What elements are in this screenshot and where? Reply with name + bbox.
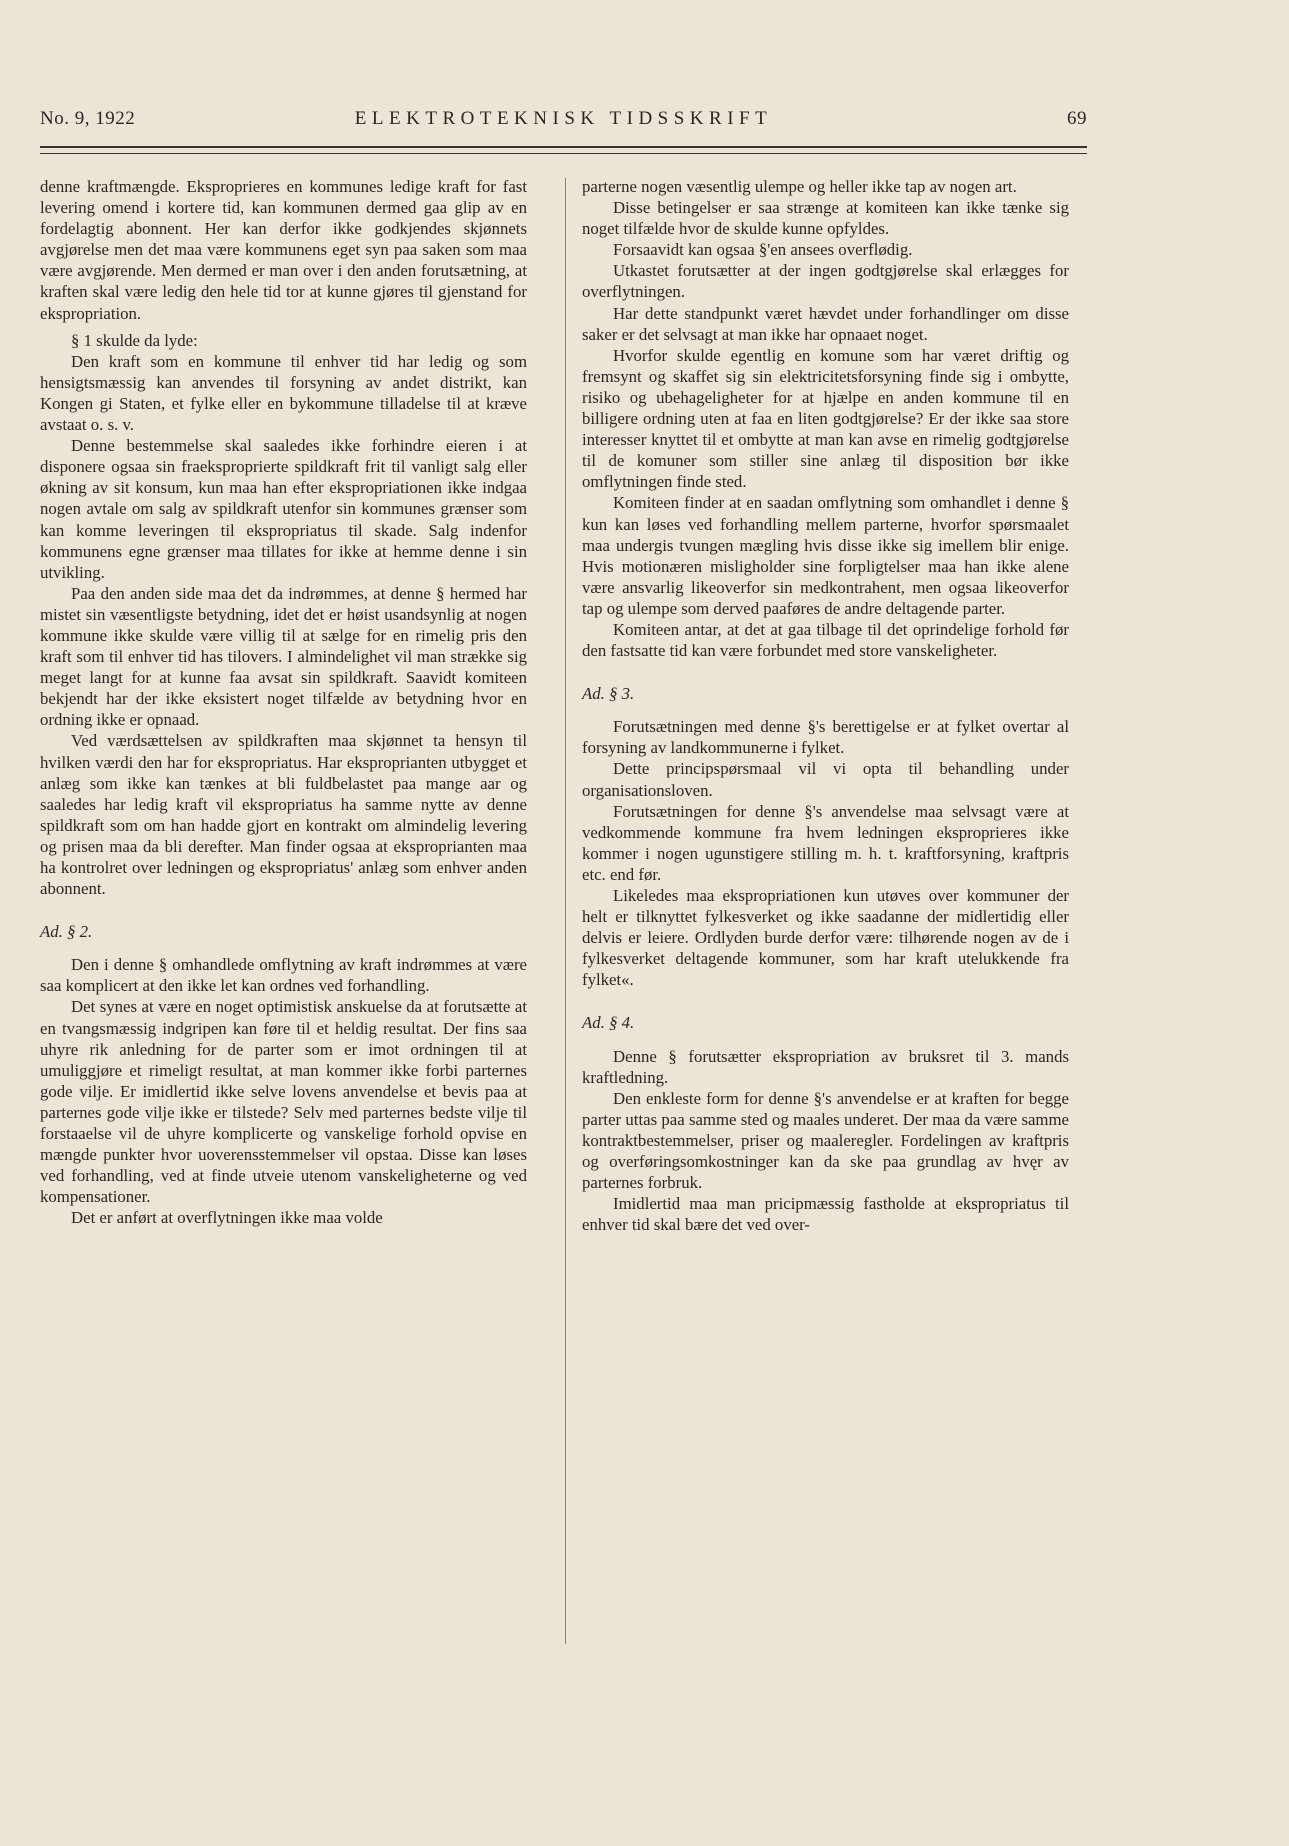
paragraph: parterne nogen væsentlig ulempe og heller ikke tap av nogen art. [582,177,1017,196]
column-divider [565,178,566,1644]
issue-number: No. 9, 1922 [40,108,136,129]
section-heading: Ad. § 3. [582,684,635,704]
paragraph: Forsaavidt kan ogsaa §'en ansees overflødig. [613,240,913,260]
paragraph: Dette principspørsmaal vil vi opta til behandling under organisationsloven. [582,759,1069,800]
right-column [582,176,1069,1235]
paragraph: Komiteen finder at en saadan omflytning som omhandlet i denne § kun kan løses ved forhandling mellem parterne, hvorfor spørsmaalet maa undergis tvungen mægling hvis disse ikke sig imellem blir enige. Hvis motionæren misligholder sine forpligtelser maa han ikke alene være ansvarlig likeoverfor sin medkontrahent, men ogsaa likeoverfor tap og ulempe som derved paaføres de andre deltagende parter. [582,493,1069,618]
page-number: 69 [1067,108,1087,129]
paragraph: Forutsætningen for denne §'s anvendelse maa selvsagt være at vedkommende kommune fra hvem ledningen eksproprieres ikke kommer i nogen ugunstigere stilling m. h. t. kraftforsyning, kraftpris etc. end før. [582,801,1069,884]
paragraph: Komiteen antar, at det at gaa tilbage til det oprindelige forhold før den fastsatte tid kan være forbundet med store vanskeligheter. [582,619,1069,661]
paragraph: Ved værdsættelsen av spildkraften maa skjønnet ta hensyn til hvilken værdi den har for ekspropriatus. Har eksproprianten utbygget et anlæg som ikke kan tænkes at bli fuldbelastet paa mange aar og saaledes har ledig kraft vil ekspropriatus ha samme nytte av denne spildkraft som om han hadde gjort en kontrakt om almindelig levering og prisen maa da bli derefter. Man finder ogsaa at eksproprianten maa ha kontrolret over ledningen og ekspropriatus' anlæg som enhver anden abonnent. [40,731,527,899]
paragraph: Den i denne § omhandlede omflytning av kraft indrømmes at være saa komplicert at den ikke let kan ordnes ved forhandling. [40,955,527,996]
journal-title: ELEKTROTEKNISK TIDSSKRIFT [354,108,773,129]
paragraph: Den enkleste form for denne §'s anvendelse er at kraften for begge parter uttas paa samme sted og maales underet. Der maa da være samme kontraktbestemmelser, priser og maaleregler. Fordelingen av kraftpris og overføringsomkostninger kan da ske paa grundlag av hvęr av parternes forbruk. [582,1088,1069,1193]
left-column [40,176,527,1229]
header-rule [40,146,1087,154]
paragraph: Forutsætningen med denne §'s berettigelse er at fylket overtar al forsyning av landkommunerne i fylket. [582,717,1069,758]
paragraph: § 1 skulde da lyde: [71,330,198,350]
paragraph: denne kraftmængde. Eksproprieres en kommunes ledige kraft for fast levering omend i kortere tid, kan kommunen dermed gaa glip av en fordelagtig abonnent. Her kan derfor ikke godkjendes skjønnets avgjørelse men det maa være kommunens eget syn paa saken som maa være avgjørende. Men dermed er man over i den anden forutsætning, at kraften skal være ledig den hele tid tor at kunne gjøres til gjenstand for ekspropriation. [40,177,527,323]
paragraph: Denne § forutsætter ekspropriation av bruksret til 3. mands kraftledning. [582,1046,1069,1087]
paragraph: Disse betingelser er saa strænge at komiteen kan ikke tænke sig noget tilfælde hvor de skulde kunne opfyldes. [582,198,1069,239]
running-header [40,108,1087,134]
paragraph: Det synes at være en noget optimistisk anskuelse da at forutsætte at en tvangsmæssig indgripen kan føre til et heldig resultat. Der fins saa uhyre rik anledning for de parter som er imot ordningen til at umuliggjøre et rimeligt resultat, at man kommer ikke forbi parternes gode vilje. Er imidlertid ikke selve lovens anvendelse et bevis paa at parternes gode vilje ikke er tilstede? Selv med parternes bedste vilje til forstaaelse vil de uhyre komplicerte og vanskelige forhold opvise en mængde punkter hvor uoverensstemmelser vil opstaa. Disse kan løses ved forhandling, ved at finde utveie utenom vanskeligheterne og ved kompensationer. [40,997,527,1207]
paragraph: Det er anført at overflytningen ikke maa volde [71,1208,383,1228]
paragraph: Paa den anden side maa det da indrømmes, at denne § hermed har mistet sin væsentligste betydning, idet det er høist usandsynlig at nogen kommune ikke skulde være villig til at sælge for en rimelig pris den kraft som til enhver tid has tilovers. I almindelighet vil man strække sig meget langt for at kunne faa avsat sin spildkraft. Saavidt komiteen bekjendt har der ikke eksistert noget tilfælde av betydning hvor en ordning ikke er opnaad. [40,583,527,730]
paragraph: Utkastet forutsætter at der ingen godtgjørelse skal erlægges for overflytningen. [582,261,1069,302]
section-heading: Ad. § 2. [40,922,93,942]
paragraph: Den kraft som en kommune til enhver tid har ledig og som hensigtsmæssig kan anvendes til forsyning av andet distrikt, kan Kongen gi Staten, et fylke eller en bykommune tilladelse til at kræve avstaat o. s. v. [40,351,527,435]
paragraph: Har dette standpunkt været hævdet under forhandlinger om disse saker er det selvsagt at man ikke har opnaaet noget. [582,303,1069,344]
paragraph: Hvorfor skulde egentlig en komune som har været driftig og fremsynt og skaffet sig sin elektricitetsforsyning finde sig i ombytte, risiko og ubehageligheter for at hjælpe en anden kommune til en billigere ordning uten at faa en liten godtgjørelse? Er der ikke saa store interesser knyttet til et ombytte at man kan avse en rimelig godtgjørelse til de komuner som stiller sine anlæg til disposition bør ikke omflytningen finde sted. [582,345,1069,492]
paragraph: Denne bestemmelse skal saaledes ikke forhindre eieren i at disponere ogsaa sin fraeksproprierte spildkraft frit til vanligt salg eller økning av sit konsum, kun maa han efter ekspropriationen ikke indgaa nogen avtale om salg av spildkraft utenfor sin kommunes grænser som kan komme leveringen til ekspropriatus til skade. Salg indenfor kommunens egne grænser maa tillates for ikke at hemme denne i sin utvikling. [40,436,527,582]
paragraph: Likeledes maa ekspropriationen kun utøves over kommuner der helt er tilknyttet fylkesverket og ikke saadanne der midlertidig eller delvis er leiere. Ordlyden burde derfor være: tilhørende nogen av de i fylkesverket deltagende kommuner, som har kraft utelukkende fra fylket«. [582,886,1069,990]
section-heading: Ad. § 4. [582,1013,635,1033]
paragraph: Imidlertid maa man pricipmæssig fastholde at ekspropriatus til enhver tid skal bære det ved over- [582,1194,1069,1235]
